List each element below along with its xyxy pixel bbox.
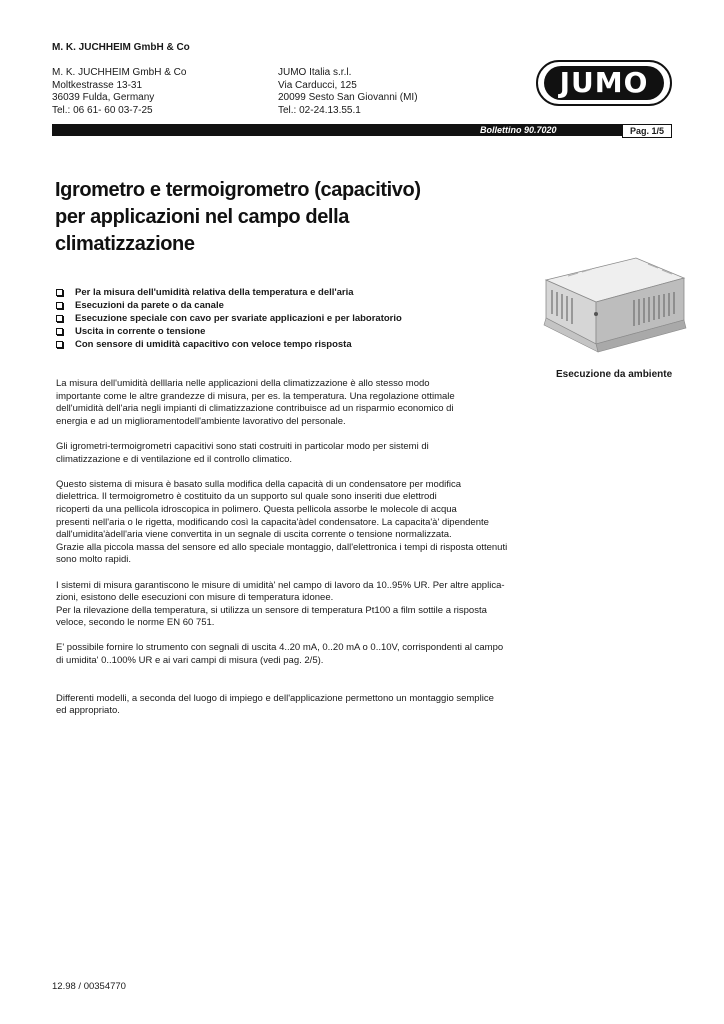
device-housing-icon <box>538 250 688 354</box>
checkbox-bullet-icon <box>56 289 63 296</box>
address-germany <box>52 67 186 117</box>
paragraph: Differenti modelli, a seconda del luogo di impiego e dell'applicazione permettono un montaggio semplice ed appropriato. <box>56 692 494 717</box>
address-line: JUMO Italia s.r.l. <box>278 67 352 78</box>
company-name-top: M. K. JUCHHEIM GmbH & Co <box>52 42 190 53</box>
address-line: Tel.: 06 61- 60 03-7-25 <box>52 104 153 116</box>
feature-item: Con sensore di umidità capacitivo con veloce tempo risposta <box>56 338 402 351</box>
document-code: 12.98 / 00354770 <box>52 981 126 992</box>
address-line: M. K. JUCHHEIM GmbH & Co <box>52 67 187 78</box>
paragraph: Gli igrometri-termoigrometri capacitivi sono stati costruiti in particolar modo per sistemi di climatizzazione e di ventilazione ed il controllo climatico. <box>56 440 429 465</box>
checkbox-bullet-icon <box>56 341 63 348</box>
logo-text: JUMO <box>544 66 664 100</box>
body-text <box>56 378 556 730</box>
title-line: climatizzazione <box>55 233 195 255</box>
paragraph: Questo sistema di misura è basato sulla modifica della capacità di un condensatore per modifica dielettrica. Il termoigrometro è costituito da un supporto sul quale sono inseriti due elettrodi ricoperti da una pellicola idroscopica in polimero. Questa pellicola assorbe le molecole di acqua presenti nell'aria o le rigetta, modificando così la capacita'àdel condensatore. La capacita'à' dipendente dall'umidita'àdell'aria viene convertita in un segnale di uscita corrente o tensione normalizzata. Grazie alla piccola massa del sensore ed allo speciale montaggio, dall'elettronica i tempi di risposta ottenuti sono molto rapidi. <box>56 478 508 566</box>
page-number: Pag. 1/5 <box>622 124 672 138</box>
title-line: Igrometro e termoigrometro (capacitivo) <box>55 179 421 201</box>
feature-item: Per la misura dell'umidità relativa della temperatura e dell'aria <box>56 286 402 299</box>
checkbox-bullet-icon <box>56 328 63 335</box>
feature-item: Esecuzioni da parete o da canale <box>56 299 402 312</box>
paragraph: La misura dell'umidità delllaria nelle applicazioni della climatizzazione è allo stesso modo importante come le altre grandezze di misura, per es. la temperatura. Una regolazione ottimale dell'umidità dell'aria negli impianti di climatizzazione contribuisce ad un risparmio economico di energia e ad un miglioramentodell'ambiente lavorativo del personale. <box>56 378 455 427</box>
checkbox-bullet-icon <box>56 315 63 322</box>
paragraph: E' possibile fornire lo strumento con segnali di uscita 4..20 mA, 0..20 mA o 0..10V, corrispondenti al campo di umidita' 0..100% UR e ai vari campi di misura (vedi pag. 2/5). <box>56 642 504 667</box>
address-line: Tel.: 02-24.13.55.1 <box>278 104 361 116</box>
checkbox-bullet-icon <box>56 302 63 309</box>
feature-item: Esecuzione speciale con cavo per svariate applicazioni e per laboratorio <box>56 312 402 325</box>
title-line: per applicazioni nel campo della <box>55 206 349 228</box>
address-italy <box>278 67 418 117</box>
document-title <box>55 177 525 258</box>
figure-caption: Esecuzione da ambiente <box>556 369 673 380</box>
bulletin-number: Bollettino 90.7020 <box>480 125 557 135</box>
jumo-logo <box>536 60 672 106</box>
address-line: Via Carducci, 125 <box>278 79 357 91</box>
address-line: 36039 Fulda, Germany <box>52 92 155 103</box>
address-line: 20099 Sesto San Giovanni (MI) <box>278 92 418 103</box>
address-line: Moltkestrasse 13-31 <box>52 79 143 91</box>
feature-list <box>56 286 402 351</box>
feature-item: Uscita in corrente o tensione <box>56 325 402 338</box>
paragraph: I sistemi di misura garantiscono le misure di umidità' nel campo di lavoro da 10..95% UR. Per altre applica- zioni, esistono delle esecuzioni con misure di temperatura idonee. Per la rilevazione della temperatura, si utilizza un sensore di temperatura Pt100 a film sottile a risposta veloce, secondo le norme EN 60 751. <box>56 579 505 629</box>
header-bar <box>52 124 672 136</box>
